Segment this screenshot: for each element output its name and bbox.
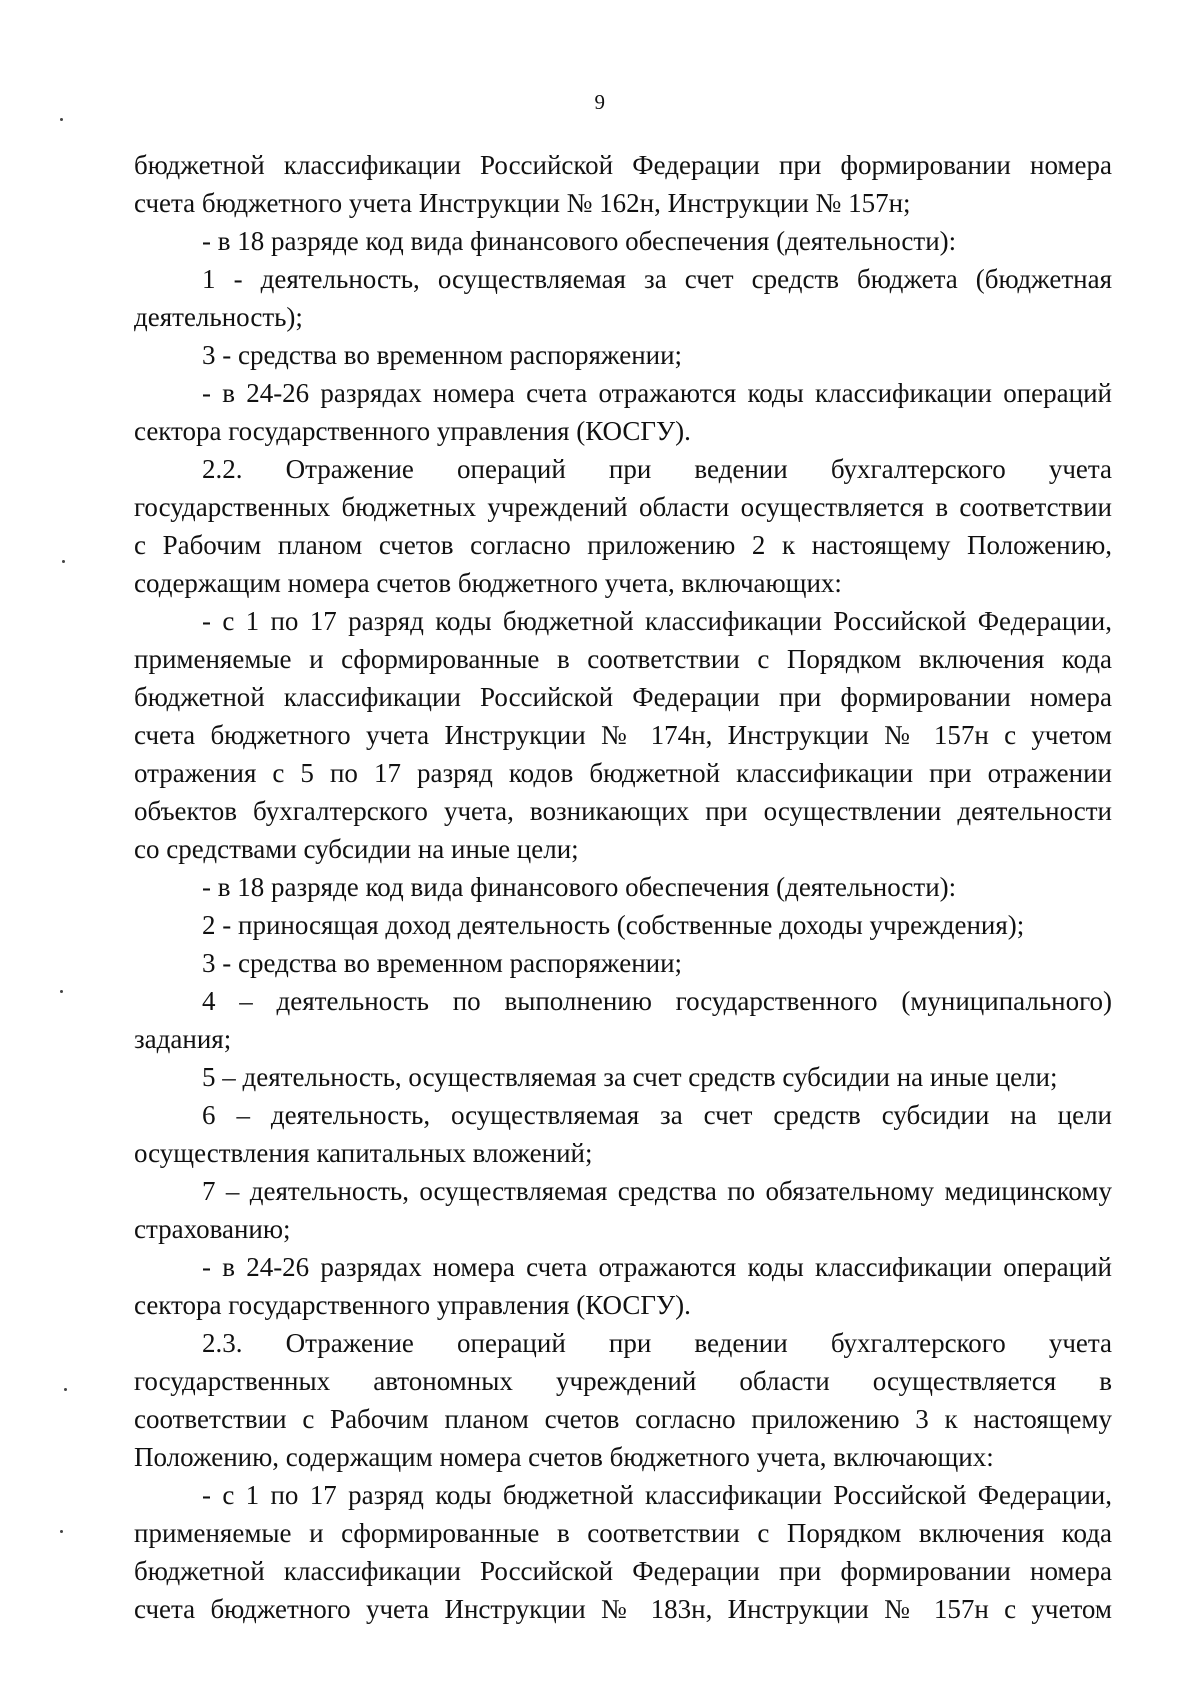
text-line: - в 18 разряде код вида финансового обеспечения (деятельности):: [202, 226, 957, 256]
text-line: содержащим номера счетов бюджетного учета, включающих:: [134, 568, 842, 598]
text-line: Положению, содержащим номера счетов бюджетного учета, включающих:: [134, 1442, 994, 1472]
text-line: - в 24-26 разрядах номера счета отражаются коды классификации операций: [202, 378, 1112, 408]
scan-speck: [60, 990, 63, 993]
text-line: объектов бухгалтерского учета, возникающих при осуществлении деятельности: [134, 796, 1112, 826]
text-line: 4 – деятельность по выполнению государственного (муниципального): [202, 986, 1112, 1016]
text-line: сектора государственного управления (КОСГУ).: [134, 1290, 691, 1320]
scan-speck: [60, 118, 63, 121]
text-line: задания;: [134, 1024, 232, 1054]
text-line: 7 – деятельность, осуществляемая средства по обязательному медицинскому: [202, 1176, 1112, 1206]
text-line: бюджетной классификации Российской Федерации при формировании номера: [134, 1556, 1112, 1586]
scan-speck: [62, 560, 65, 563]
text-line: 2.3. Отражение операций при ведении бухгалтерского учета: [202, 1328, 1112, 1358]
text-line: бюджетной классификации Российской Федерации при формировании номера: [134, 682, 1112, 712]
text-line: счета бюджетного учета Инструкции № 162н, Инструкции № 157н;: [134, 188, 911, 218]
text-line: соответствии с Рабочим планом счетов согласно приложению 3 к настоящему: [134, 1404, 1112, 1434]
text-line: со средствами субсидии на иные цели;: [134, 834, 579, 864]
text-line: 2 - приносящая доход деятельность (собственные доходы учреждения);: [202, 910, 1025, 940]
text-line: применяемые и сформированные в соответствии с Порядком включения кода: [134, 644, 1112, 674]
text-line: сектора государственного управления (КОСГУ).: [134, 416, 691, 446]
text-line: деятельность);: [134, 302, 303, 332]
text-line: государственных бюджетных учреждений области осуществляется в соответствии: [134, 492, 1112, 522]
text-line: - в 24-26 разрядах номера счета отражаются коды классификации операций: [202, 1252, 1112, 1282]
scan-speck: [64, 1388, 67, 1391]
document-body: [134, 146, 1112, 1628]
text-line: - в 18 разряде код вида финансового обеспечения (деятельности):: [202, 872, 957, 902]
text-line: счета бюджетного учета Инструкции № 174н, Инструкции № 157н с учетом: [134, 720, 1112, 750]
text-line: с Рабочим планом счетов согласно приложению 2 к настоящему Положению,: [134, 530, 1112, 560]
text-line: - с 1 по 17 разряд коды бюджетной классификации Российской Федерации,: [202, 606, 1112, 636]
text-line: счета бюджетного учета Инструкции № 183н, Инструкции № 157н с учетом: [134, 1594, 1112, 1624]
text-line: 2.2. Отражение операций при ведении бухгалтерского учета: [202, 454, 1112, 484]
text-line: бюджетной классификации Российской Федерации при формировании номера: [134, 150, 1112, 180]
text-line: применяемые и сформированные в соответствии с Порядком включения кода: [134, 1518, 1112, 1548]
text-line: государственных автономных учреждений области осуществляется в: [134, 1366, 1112, 1396]
text-line: страхованию;: [134, 1214, 291, 1244]
scan-speck: [60, 1530, 63, 1533]
text-line: 3 - средства во временном распоряжении;: [202, 948, 683, 978]
text-line: 6 – деятельность, осуществляемая за счет средств субсидии на цели: [202, 1100, 1112, 1130]
page-number: 9: [594, 90, 606, 114]
text-line: 3 - средства во временном распоряжении;: [202, 340, 683, 370]
text-line: - с 1 по 17 разряд коды бюджетной классификации Российской Федерации,: [202, 1480, 1112, 1510]
text-line: осуществления капитальных вложений;: [134, 1138, 593, 1168]
text-line: 1 - деятельность, осуществляемая за счет средств бюджета (бюджетная: [202, 264, 1112, 294]
text-line: 5 – деятельность, осуществляемая за счет средств субсидии на иные цели;: [202, 1062, 1058, 1092]
text-line: отражения с 5 по 17 разряд кодов бюджетной классификации при отражении: [134, 758, 1112, 788]
